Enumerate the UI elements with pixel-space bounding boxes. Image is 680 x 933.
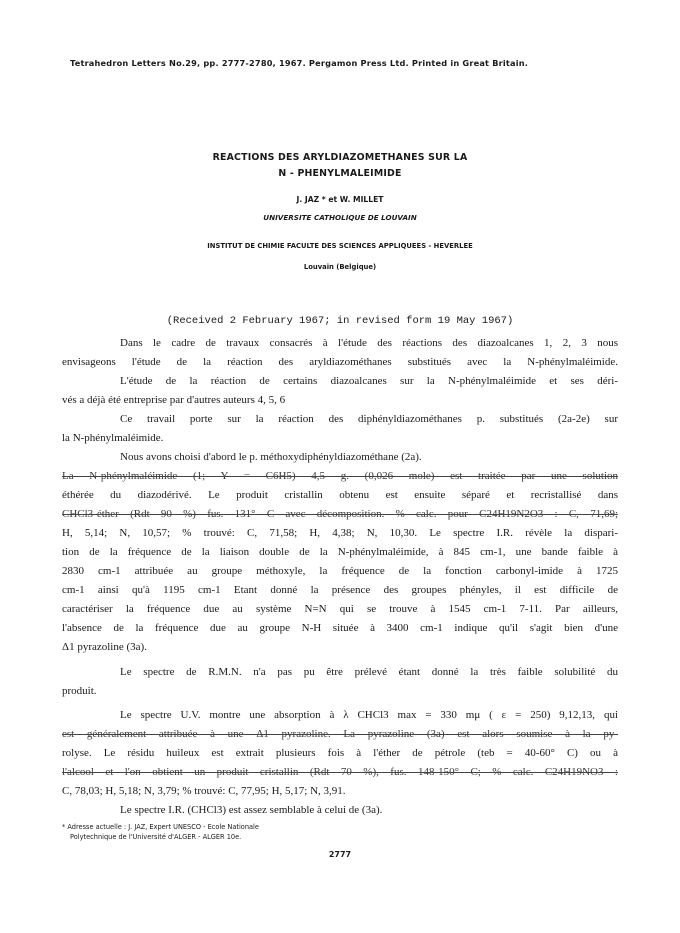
body-line: Le spectre I.R. (CHCl3) est assez semblable à celui de (3a). — [120, 804, 383, 816]
body-line: est généralement attribuée à une Δ1 pyrazoline. La pyrazoline (3a) est alors soumise à la py- — [62, 728, 618, 740]
body-line: vés a déjà été entreprise par d'autres auteurs 4, 5, 6 — [62, 394, 286, 406]
body-line: l'absence de la fréquence due au groupe N-H située à 3400 cm-1 indique qu'il s'agit bien d'une — [62, 622, 618, 634]
body-line: Ce travail porte sur la réaction des diphényldiazométhanes p. substitués (2a-2e) sur — [120, 413, 618, 425]
authors: J. JAZ * et W. MILLET — [296, 195, 384, 204]
body-line: l'alcool et l'on obtient un produit cristallin (Rdt 70 %), fus. 148-150° C; % calc. C24H19NO3 : — [62, 766, 618, 778]
body-line: C, 78,03; H, 5,18; N, 3,79; % trouvé: C, 77,95; H, 5,17; N, 3,91. — [62, 785, 346, 797]
body-line: Dans le cadre de travaux consacrés à l'étude des réactions des diazoalcanes 1, 2, 3 nous — [120, 337, 618, 349]
body-line: caractériser la fréquence due au système N=N qui se trouve à 1545 cm-1 7-11. Par ailleurs, — [62, 603, 618, 615]
page-number: 2777 — [328, 850, 352, 859]
body-line: Nous avons choisi d'abord le p. méthoxydiphényldiazométhane (2a). — [120, 451, 422, 463]
body-line: L'étude de la réaction de certains diazoalcanes sur la N-phénylmaléimide et ses déri- — [120, 375, 618, 387]
city: Louvain (Belgique) — [303, 263, 377, 271]
body-line: 2830 cm-1 attribuée au groupe méthoxyle, la fréquence de la fonction carbonyl-imide à 1725 — [62, 565, 618, 577]
body-line: la N-phénylmaléimide. — [62, 432, 164, 444]
article-title-line-2: N - PHENYLMALEIMIDE — [278, 168, 402, 179]
received-date: (Received 2 February 1967; in revised form 19 May 1967) — [166, 315, 514, 327]
institute: INSTITUT DE CHIMIE FACULTE DES SCIENCES APPLIQUEES - HEVERLEE — [207, 242, 473, 250]
body-line: produit. — [62, 685, 97, 697]
body-line: H, 5,14; N, 10,57; % trouvé: C, 71,58; H, 4,38; N, 10,30. Le spectre I.R. révèle la dispari- — [62, 527, 618, 539]
body-line: Δ1 pyrazoline (3a). — [62, 641, 147, 653]
body-line: CHCl3-éther (Rdt 90 %) fus. 131° C avec décomposition. % calc. pour C24H19N2O3 : C, 71,69; — [62, 508, 618, 520]
body-line: Le spectre de R.M.N. n'a pas pu être prélevé étant donné la très faible solubilité du — [120, 666, 618, 678]
article-title-line-1: REACTIONS DES ARYLDIAZOMETHANES SUR LA — [212, 152, 468, 163]
university: UNIVERSITE CATHOLIQUE DE LOUVAIN — [263, 213, 417, 222]
body-line: éthérée du diazodérivé. Le produit cristallin obtenu est ensuite séparé et recristallisé dans — [62, 489, 618, 501]
footnote-line-1: * Adresse actuelle : J. JAZ, Expert UNESCO - Ecole Nationale — [62, 823, 259, 831]
body-line: La N-phénylmaléimide (1; Y = C6H5) 4,5 g. (0,026 mole) est traitée par une solution — [62, 470, 618, 482]
journal-header: Tetrahedron Letters No.29, pp. 2777-2780, 1967. Pergamon Press Ltd. Printed in Great Britain. — [70, 58, 529, 68]
footnote-line-2: Polytechnique de l'Université d'ALGER - ALGER 10e. — [70, 833, 242, 841]
body-line: rolyse. Le résidu huileux est extrait plusieurs fois à l'éther de pétrole (teb = 40-60° C) ou à — [62, 747, 618, 759]
body-line: Le spectre U.V. montre une absorption à λ CHCl3 max = 330 mμ ( ε = 250) 9,12,13, qui — [120, 709, 618, 721]
body-line: cm-1 ainsi qu'à 1195 cm-1 Etant donné la présence des groupes phényles, il est difficile de — [62, 584, 618, 596]
body-line: envisageons l'étude de la réaction des aryldiazométhanes substitués avec la N-phénylmaléimide. — [62, 356, 618, 368]
body-line: tion de la fréquence de la liaison double de la N-phénylmaléimide, à 845 cm-1, une bande faible à — [62, 546, 618, 558]
